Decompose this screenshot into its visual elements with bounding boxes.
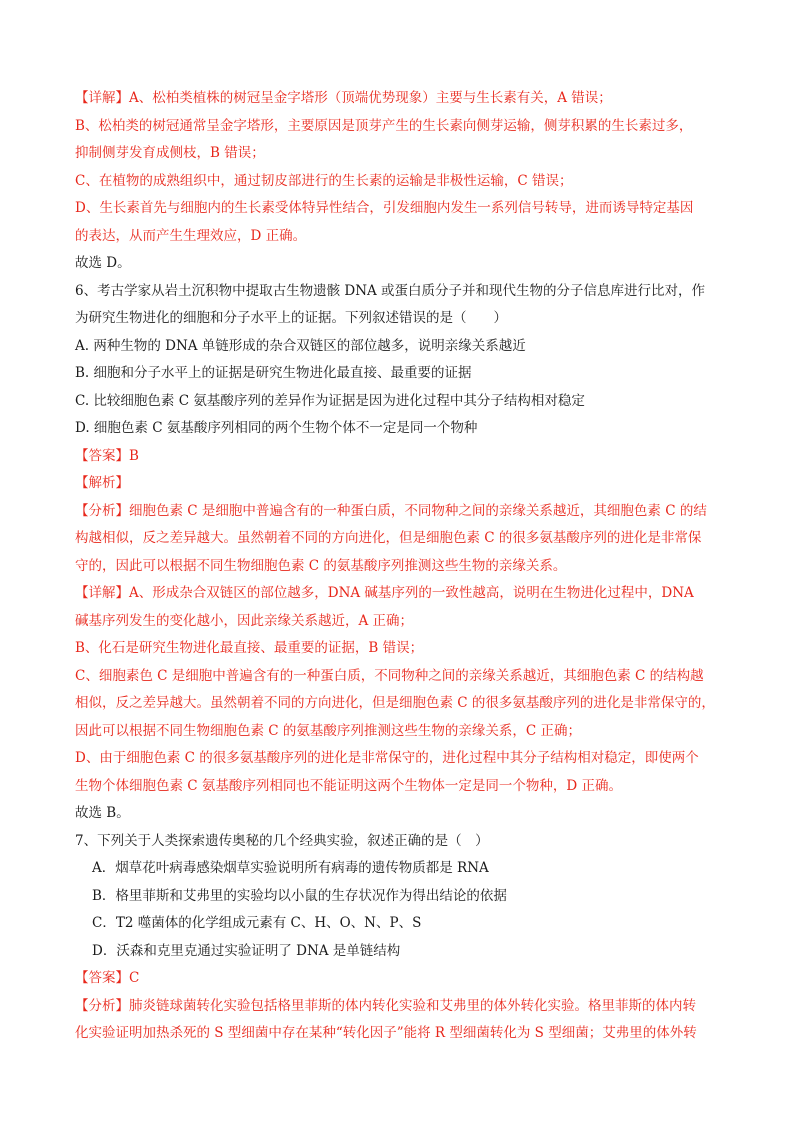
paragraph-line: 【详解】A、形成杂合双链区的部位越多，DNA 碱基序列的一致性越高，说明在生物进化过程中，DNA <box>75 585 694 601</box>
paragraph-line: C、在植物的成熟组织中，通过韧皮部进行的生长素的运输是非极性运输，C 错误； <box>75 172 573 189</box>
question-7-option-a: A．烟草花叶病毒感染烟草实验说明所有病毒的遗传物质都是 RNA <box>92 860 489 876</box>
paragraph-line: 相似，反之差异越大。虽然朝着不同的方向进化，但是细胞色素 C 的很多氨基酸序列的进化是非常保守的， <box>75 695 715 711</box>
paragraph-line: B、松柏类的树冠通常呈金字塔形，主要原因是顶芽产生的生长素向侧芽运输，侧芽积累的生长素过多， <box>75 117 693 134</box>
paragraph-line: 生物个体细胞色素 C 氨基酸序列相同也不能证明这两个生物体一定是同一个物种，D 正确。 <box>75 777 623 794</box>
question-6-stem: 为研究生物进化的细胞和分子水平上的证据。下列叙述错误的是（ ） <box>75 310 507 326</box>
paragraph-line: 因此可以根据不同生物细胞色素 C 的氨基酸序列推测这些生物的亲缘关系，C 正确； <box>75 722 582 739</box>
paragraph-line: C、细胞素色 C 是细胞中普遍含有的一种蛋白质，不同物种之间的亲缘关系越近，其细胞色素 C 的结构越 <box>75 667 704 684</box>
question-6-option-d: D. 细胞色素 C 氨基酸序列相同的两个生物个体不一定是同一个物种 <box>75 420 478 436</box>
paragraph-line: 【分析】细胞色素 C 是细胞中普遍含有的一种蛋白质，不同物种之间的亲缘关系越近，其细胞色素 C 的结 <box>75 502 707 519</box>
question-6-analysis-heading: 【解析】 <box>75 475 129 491</box>
question-7-option-c: C．T2 噬菌体的化学组成元素有 C、H、O、N、P、S <box>92 915 422 931</box>
question-7-option-b: B．格里菲斯和艾弗里的实验均以小鼠的生存状况作为得出结论的依据 <box>92 887 507 904</box>
paragraph-line: D、由于细胞色素 C 的很多氨基酸序列的进化是非常保守的，进化过程中其分子结构相对稳定，即使两个 <box>75 750 699 766</box>
question-7-answer: 【答案】C <box>75 970 140 986</box>
question-6-option-b: B. 细胞和分子水平上的证据是研究生物进化最直接、最重要的证据 <box>75 365 472 381</box>
question-6-option-c: C. 比较细胞色素 C 氨基酸序列的差异作为证据是因为进化过程中其分子结构相对稳定 <box>75 392 585 409</box>
question-6-stem: 6、考古学家从岩土沉积物中提取古生物遗骸 DNA 或蛋白质分子并和现代生物的分子信息库进行比对，作 <box>75 282 706 299</box>
paragraph-line: 碱基序列发生的变化越小，因此亲缘关系越近，A 正确； <box>75 612 414 629</box>
question-7-stem: 7、下列关于人类探索遗传奥秘的几个经典实验，叙述正确的是（ ） <box>75 832 489 849</box>
paragraph-line: 守的，因此可以根据不同生物细胞色素 C 的氨基酸序列推测这些生物的亲缘关系。 <box>75 557 567 574</box>
paragraph-line: 化实验证明加热杀死的 S 型细菌中存在某种“转化因子”能将 R 型细菌转化为 S 型细菌；艾弗里的体外转 <box>75 1025 697 1041</box>
paragraph-line: D、生长素首先与细胞内的生长素受体特异性结合，引发细胞内发生一系列信号转导，进而诱导特定基因 <box>75 200 694 216</box>
paragraph-line: 的表达，从而产生生理效应，D 正确。 <box>75 227 307 244</box>
paragraph-line: 故选 B。 <box>75 805 130 821</box>
question-6-answer: 【答案】B <box>75 447 139 464</box>
paragraph-line: 【详解】A、松柏类植株的树冠呈金字塔形（顶端优势现象）主要与生长素有关，A 错误； <box>75 90 612 106</box>
paragraph-line: 抑制侧芽发育成侧枝，B 错误； <box>75 145 265 161</box>
paragraph-line: 构越相似，反之差异越大。虽然朝着不同的方向进化，但是细胞色素 C 的很多氨基酸序列的进化是非常保 <box>75 530 702 546</box>
question-6-option-a: A. 两种生物的 DNA 单链形成的杂合双链区的部位越多，说明亲缘关系越近 <box>75 337 526 354</box>
question-7-option-d: D．沃森和克里克通过实验证明了 DNA 是单链结构 <box>92 942 401 959</box>
paragraph-line: B、化石是研究生物进化最直接、最重要的证据，B 错误； <box>75 640 424 656</box>
paragraph-line: 故选 D。 <box>75 255 131 271</box>
paragraph-line: 【分析】肺炎链球菌转化实验包括格里菲斯的体内转化实验和艾弗里的体外转化实验。格里菲斯的体内转 <box>75 997 696 1014</box>
